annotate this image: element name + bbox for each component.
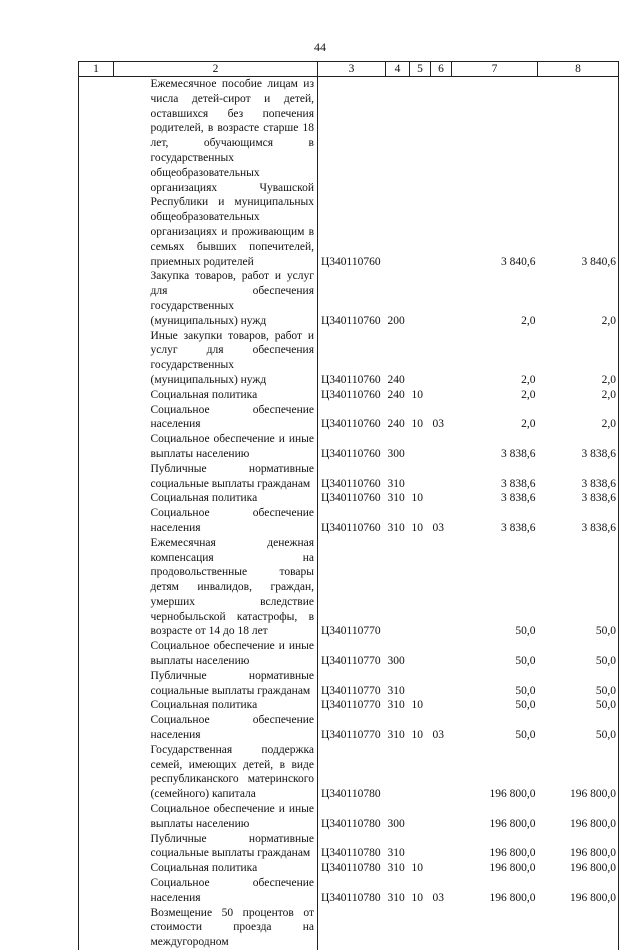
row-index-cell <box>79 506 114 536</box>
row-index-cell <box>79 698 114 713</box>
row-name-cell: Социальное обеспечение и иные выплаты населению <box>114 639 318 669</box>
row-section-cell: 10 <box>410 861 431 876</box>
row-amount-col7-cell: 196 800,0 <box>452 743 538 802</box>
row-code-cell: Ц340110760 <box>318 462 386 492</box>
header-col-4: 4 <box>386 62 410 77</box>
row-subsection-cell <box>431 491 452 506</box>
row-name-cell: Социальная политика <box>114 861 318 876</box>
row-subsection-cell <box>431 861 452 876</box>
row-index-cell <box>79 403 114 433</box>
row-section-cell: 10 <box>410 876 431 906</box>
header-col-3: 3 <box>318 62 386 77</box>
row-name-cell: Социальное обеспечение и иные выплаты населению <box>114 802 318 832</box>
row-expense-type-cell: 310 <box>386 832 410 862</box>
row-amount-col7-cell: 3 838,6 <box>452 432 538 462</box>
row-code-cell: Ц340110780 <box>318 802 386 832</box>
row-section-cell <box>410 669 431 699</box>
row-code-cell: Ц340110760 <box>318 77 386 270</box>
table-row <box>79 669 619 699</box>
header-col-2: 2 <box>114 62 318 77</box>
row-amount-col7-cell: 3 838,6 <box>452 506 538 536</box>
row-name-cell: Социальное обеспечение населения <box>114 403 318 433</box>
row-amount-col8-cell: 2,0 <box>538 388 619 403</box>
row-section-cell <box>410 906 431 950</box>
table-row <box>79 536 619 640</box>
table-row <box>79 713 619 743</box>
row-amount-col7-cell: 2,0 <box>452 269 538 328</box>
row-code-cell: Ц340110760 <box>318 432 386 462</box>
row-code-cell: Ц340110760 <box>318 491 386 506</box>
header-col-6: 6 <box>431 62 452 77</box>
table-row <box>79 906 619 950</box>
budget-table <box>78 61 619 950</box>
row-amount-col7-cell: 50,0 <box>452 698 538 713</box>
row-amount-col7-cell: 196 800,0 <box>452 832 538 862</box>
row-name-cell: Ежемесячное пособие лицам из числа детей-сирот и детей, оставшихся без попечения родителей, в возрасте старше 18 лет, обучающимся в государственных общеобразовательных организациях Чувашской Республики и муниципальных общеобразовательных организациях и проживающим в семьях бывших попечителей, приемных родителей <box>114 77 318 270</box>
table-row <box>79 388 619 403</box>
row-amount-col7-cell: 2,0 <box>452 403 538 433</box>
row-code-cell <box>318 906 386 950</box>
row-index-cell <box>79 77 114 270</box>
row-amount-col8-cell: 196 800,0 <box>538 832 619 862</box>
row-subsection-cell: 03 <box>431 403 452 433</box>
row-amount-col8-cell: 196 800,0 <box>538 876 619 906</box>
table-body <box>79 77 619 950</box>
row-subsection-cell <box>431 802 452 832</box>
row-index-cell <box>79 802 114 832</box>
table-row <box>79 639 619 669</box>
table-row <box>79 432 619 462</box>
row-name-cell: Социальное обеспечение населения <box>114 713 318 743</box>
row-amount-col8-cell: 50,0 <box>538 698 619 713</box>
row-expense-type-cell <box>386 743 410 802</box>
table-row <box>79 698 619 713</box>
row-subsection-cell <box>431 269 452 328</box>
page-number: 44 <box>0 40 640 55</box>
row-section-cell <box>410 536 431 640</box>
row-section-cell: 10 <box>410 403 431 433</box>
row-amount-col8-cell: 3 838,6 <box>538 432 619 462</box>
row-code-cell: Ц340110770 <box>318 713 386 743</box>
row-code-cell: Ц340110770 <box>318 698 386 713</box>
row-subsection-cell <box>431 669 452 699</box>
row-section-cell <box>410 802 431 832</box>
row-section-cell: 10 <box>410 698 431 713</box>
row-subsection-cell <box>431 832 452 862</box>
row-amount-col7-cell: 196 800,0 <box>452 802 538 832</box>
table-row <box>79 329 619 388</box>
row-amount-col7-cell: 3 838,6 <box>452 491 538 506</box>
row-name-cell: Социальная политика <box>114 698 318 713</box>
table-row <box>79 403 619 433</box>
row-name-cell: Закупка товаров, работ и услуг для обеспечения государственных (муниципальных) нужд <box>114 269 318 328</box>
row-expense-type-cell: 240 <box>386 388 410 403</box>
row-index-cell <box>79 743 114 802</box>
row-amount-col8-cell: 3 838,6 <box>538 491 619 506</box>
header-col-8: 8 <box>538 62 619 77</box>
row-name-cell: Публичные нормативные социальные выплаты гражданам <box>114 832 318 862</box>
row-code-cell: Ц340110760 <box>318 388 386 403</box>
row-subsection-cell <box>431 388 452 403</box>
row-section-cell <box>410 77 431 270</box>
row-name-cell: Возмещение 50 процентов от стоимости проезда на междугородном <box>114 906 318 950</box>
row-amount-col8-cell: 3 838,6 <box>538 462 619 492</box>
row-amount-col8-cell: 196 800,0 <box>538 743 619 802</box>
row-name-cell: Публичные нормативные социальные выплаты гражданам <box>114 462 318 492</box>
row-index-cell <box>79 432 114 462</box>
row-amount-col8-cell: 3 838,6 <box>538 506 619 536</box>
row-expense-type-cell <box>386 906 410 950</box>
row-subsection-cell <box>431 77 452 270</box>
row-expense-type-cell: 310 <box>386 713 410 743</box>
row-name-cell: Иные закупки товаров, работ и услуг для обеспечения государственных (муниципальных) нужд <box>114 329 318 388</box>
row-code-cell: Ц340110760 <box>318 506 386 536</box>
row-amount-col8-cell: 50,0 <box>538 713 619 743</box>
row-expense-type-cell <box>386 77 410 270</box>
row-subsection-cell <box>431 743 452 802</box>
row-amount-col7-cell: 196 800,0 <box>452 876 538 906</box>
row-index-cell <box>79 832 114 862</box>
table-row <box>79 269 619 328</box>
row-section-cell <box>410 462 431 492</box>
row-code-cell: Ц340110780 <box>318 876 386 906</box>
row-amount-col8-cell: 50,0 <box>538 639 619 669</box>
header-col-1: 1 <box>79 62 114 77</box>
row-index-cell <box>79 329 114 388</box>
row-amount-col7-cell: 3 838,6 <box>452 462 538 492</box>
row-index-cell <box>79 491 114 506</box>
row-name-cell: Социальное обеспечение населения <box>114 876 318 906</box>
row-name-cell: Социальная политика <box>114 388 318 403</box>
header-col-5: 5 <box>410 62 431 77</box>
row-amount-col7-cell: 2,0 <box>452 329 538 388</box>
table-row <box>79 743 619 802</box>
row-amount-col7-cell: 50,0 <box>452 669 538 699</box>
table-row <box>79 876 619 906</box>
row-subsection-cell <box>431 639 452 669</box>
table-row <box>79 462 619 492</box>
row-name-cell: Ежемесячная денежная компенсация на продовольственные товары детям инвалидов, граждан, умерших вследствие чернобыльской катастрофы, в возрасте от 14 до 18 лет <box>114 536 318 640</box>
header-col-7: 7 <box>452 62 538 77</box>
table-row <box>79 491 619 506</box>
row-section-cell <box>410 432 431 462</box>
row-amount-col8-cell: 2,0 <box>538 329 619 388</box>
row-index-cell <box>79 388 114 403</box>
row-name-cell: Государственная поддержка семей, имеющих детей, в виде республиканского материнского (семейного) капитала <box>114 743 318 802</box>
row-section-cell <box>410 329 431 388</box>
row-amount-col7-cell: 3 840,6 <box>452 77 538 270</box>
row-index-cell <box>79 269 114 328</box>
row-subsection-cell <box>431 329 452 388</box>
table-row <box>79 832 619 862</box>
row-index-cell <box>79 669 114 699</box>
row-expense-type-cell: 240 <box>386 329 410 388</box>
row-amount-col8-cell: 2,0 <box>538 403 619 433</box>
row-expense-type-cell: 310 <box>386 506 410 536</box>
row-amount-col7-cell: 50,0 <box>452 713 538 743</box>
row-code-cell: Ц340110770 <box>318 536 386 640</box>
row-expense-type-cell <box>386 536 410 640</box>
row-expense-type-cell: 310 <box>386 462 410 492</box>
row-code-cell: Ц340110770 <box>318 639 386 669</box>
row-expense-type-cell: 310 <box>386 698 410 713</box>
row-section-cell: 10 <box>410 713 431 743</box>
row-code-cell: Ц340110780 <box>318 743 386 802</box>
row-expense-type-cell: 300 <box>386 432 410 462</box>
row-subsection-cell: 03 <box>431 876 452 906</box>
row-amount-col8-cell: 196 800,0 <box>538 861 619 876</box>
row-section-cell <box>410 269 431 328</box>
table-row <box>79 506 619 536</box>
row-section-cell <box>410 639 431 669</box>
row-subsection-cell: 03 <box>431 713 452 743</box>
table-row <box>79 861 619 876</box>
row-index-cell <box>79 713 114 743</box>
row-index-cell <box>79 462 114 492</box>
row-expense-type-cell: 300 <box>386 802 410 832</box>
row-subsection-cell: 03 <box>431 506 452 536</box>
row-subsection-cell <box>431 536 452 640</box>
row-amount-col8-cell: 3 840,6 <box>538 77 619 270</box>
row-subsection-cell <box>431 432 452 462</box>
row-code-cell: Ц340110780 <box>318 832 386 862</box>
row-section-cell: 10 <box>410 506 431 536</box>
row-expense-type-cell: 310 <box>386 876 410 906</box>
row-subsection-cell <box>431 698 452 713</box>
row-subsection-cell <box>431 462 452 492</box>
row-code-cell: Ц340110760 <box>318 269 386 328</box>
row-index-cell <box>79 536 114 640</box>
row-subsection-cell <box>431 906 452 950</box>
table-row <box>79 802 619 832</box>
row-amount-col7-cell: 50,0 <box>452 639 538 669</box>
row-expense-type-cell: 240 <box>386 403 410 433</box>
row-amount-col7-cell: 50,0 <box>452 536 538 640</box>
row-name-cell: Социальное обеспечение и иные выплаты населению <box>114 432 318 462</box>
row-code-cell: Ц340110780 <box>318 861 386 876</box>
row-code-cell: Ц340110770 <box>318 669 386 699</box>
row-amount-col8-cell: 50,0 <box>538 536 619 640</box>
row-section-cell <box>410 743 431 802</box>
row-index-cell <box>79 639 114 669</box>
row-amount-col8-cell <box>538 906 619 950</box>
row-name-cell: Социальная политика <box>114 491 318 506</box>
row-code-cell: Ц340110760 <box>318 403 386 433</box>
table-row <box>79 77 619 270</box>
row-section-cell <box>410 832 431 862</box>
row-expense-type-cell: 310 <box>386 669 410 699</box>
row-amount-col7-cell: 2,0 <box>452 388 538 403</box>
row-index-cell <box>79 906 114 950</box>
row-expense-type-cell: 300 <box>386 639 410 669</box>
row-expense-type-cell: 310 <box>386 491 410 506</box>
row-name-cell: Публичные нормативные социальные выплаты гражданам <box>114 669 318 699</box>
row-amount-col8-cell: 50,0 <box>538 669 619 699</box>
row-amount-col7-cell: 196 800,0 <box>452 861 538 876</box>
row-expense-type-cell: 310 <box>386 861 410 876</box>
row-code-cell: Ц340110760 <box>318 329 386 388</box>
row-amount-col8-cell: 2,0 <box>538 269 619 328</box>
header-row <box>79 62 619 77</box>
row-section-cell: 10 <box>410 388 431 403</box>
row-amount-col7-cell <box>452 906 538 950</box>
row-section-cell: 10 <box>410 491 431 506</box>
row-expense-type-cell: 200 <box>386 269 410 328</box>
row-index-cell <box>79 876 114 906</box>
row-index-cell <box>79 861 114 876</box>
row-name-cell: Социальное обеспечение населения <box>114 506 318 536</box>
row-amount-col8-cell: 196 800,0 <box>538 802 619 832</box>
